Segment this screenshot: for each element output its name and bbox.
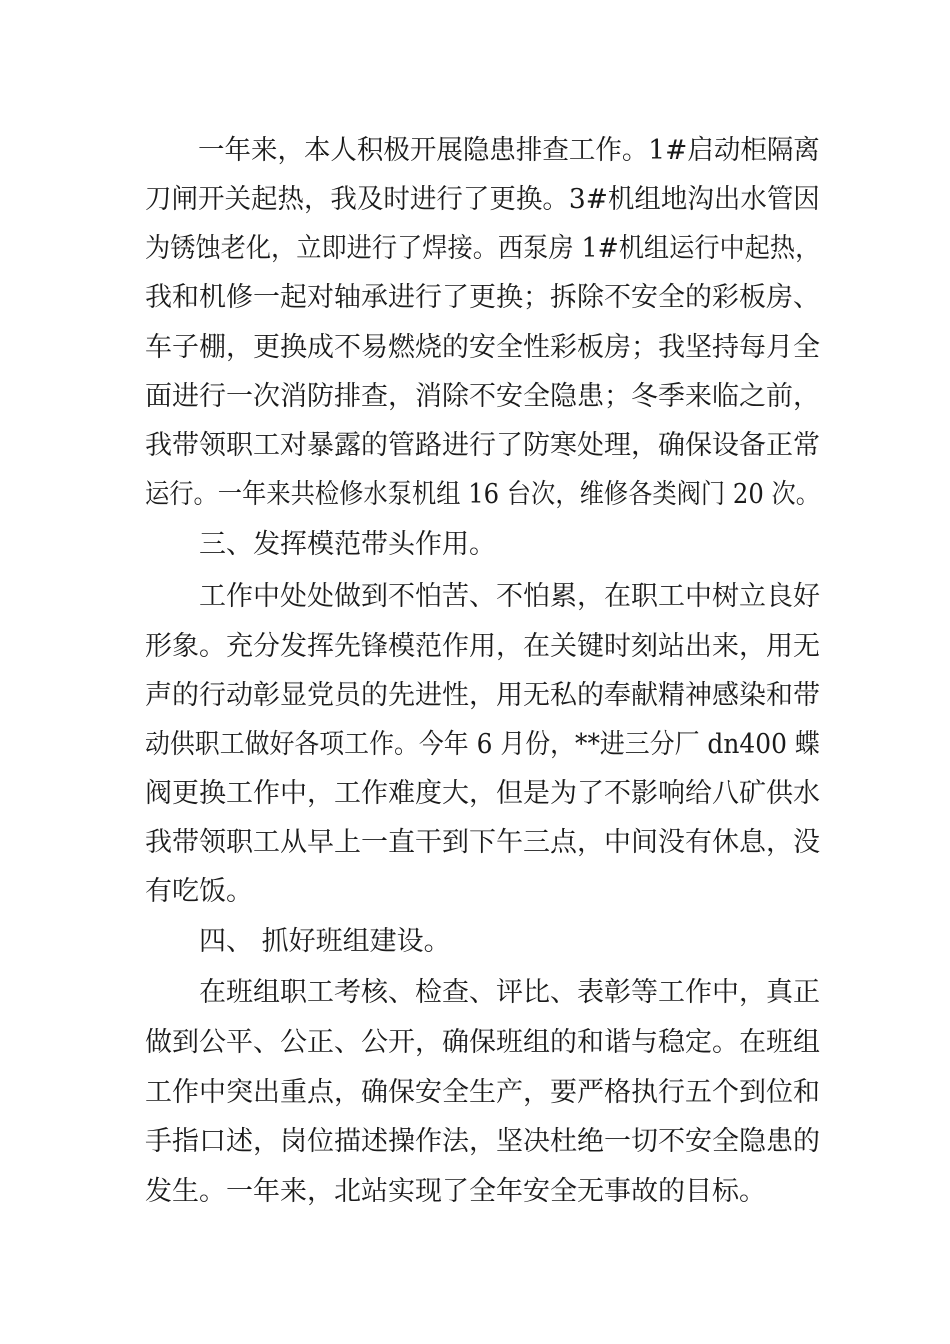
text-line: 为锈蚀老化，立即进行了焊接。西泵房 1#机组运行中起热， (145, 233, 821, 264)
text-line: 做到公平、公正、公开，确保班组的和谐与稳定。在班组 (145, 1027, 820, 1058)
text-line: 手指口述，岗位描述操作法，坚决杜绝一切不安全隐患的 (145, 1126, 820, 1157)
text-line: 面进行一次消防排查，消除不安全隐患；冬季来临之前， (145, 381, 820, 412)
section-heading: 三、发挥模范带头作用。 (145, 529, 496, 560)
text-line: 我带领职工从早上一直干到下午三点，中间没有休息，没 (145, 827, 820, 858)
text-line: 我和机修一起对轴承进行了更换；拆除不安全的彩板房、 (145, 282, 820, 313)
text-line: 一年来，本人积极开展隐患排查工作。1#启动柜隔离 (145, 135, 820, 166)
text-line: 刀闸开关起热，我及时进行了更换。3#机组地沟出水管因 (145, 184, 820, 215)
text-line: 动供职工做好各项工作。今年 6 月份，**进三分厂 dn400 蝶 (145, 729, 820, 760)
text-line: 在班组职工考核、检查、评比、表彰等工作中，真正 (145, 977, 820, 1008)
text-line: 车子棚，更换成不易燃烧的安全性彩板房；我坚持每月全 (145, 332, 820, 363)
text-line: 形象。充分发挥先锋模范作用，在关键时刻站出来，用无 (145, 631, 820, 662)
text-line: 运行。一年来共检修水泵机组 16 台次，维修各类阀门 20 次。 (145, 479, 821, 510)
text-line: 发生。一年来，北站实现了全年安全无事故的目标。 (145, 1176, 766, 1207)
text-line: 有吃饭。 (145, 876, 253, 907)
section-heading: 四、 抓好班组建设。 (145, 926, 451, 957)
text-line: 声的行动彰显党员的先进性，用无私的奉献精神感染和带 (145, 680, 820, 711)
text-line: 阀更换工作中，工作难度大，但是为了不影响给八矿供水 (145, 778, 820, 809)
text-line: 我带领职工对暴露的管路进行了防寒处理，确保设备正常 (145, 430, 820, 461)
text-line: 工作中突出重点，确保安全生产，要严格执行五个到位和 (145, 1077, 820, 1108)
text-line: 工作中处处做到不怕苦、不怕累，在职工中树立良好 (145, 581, 820, 612)
